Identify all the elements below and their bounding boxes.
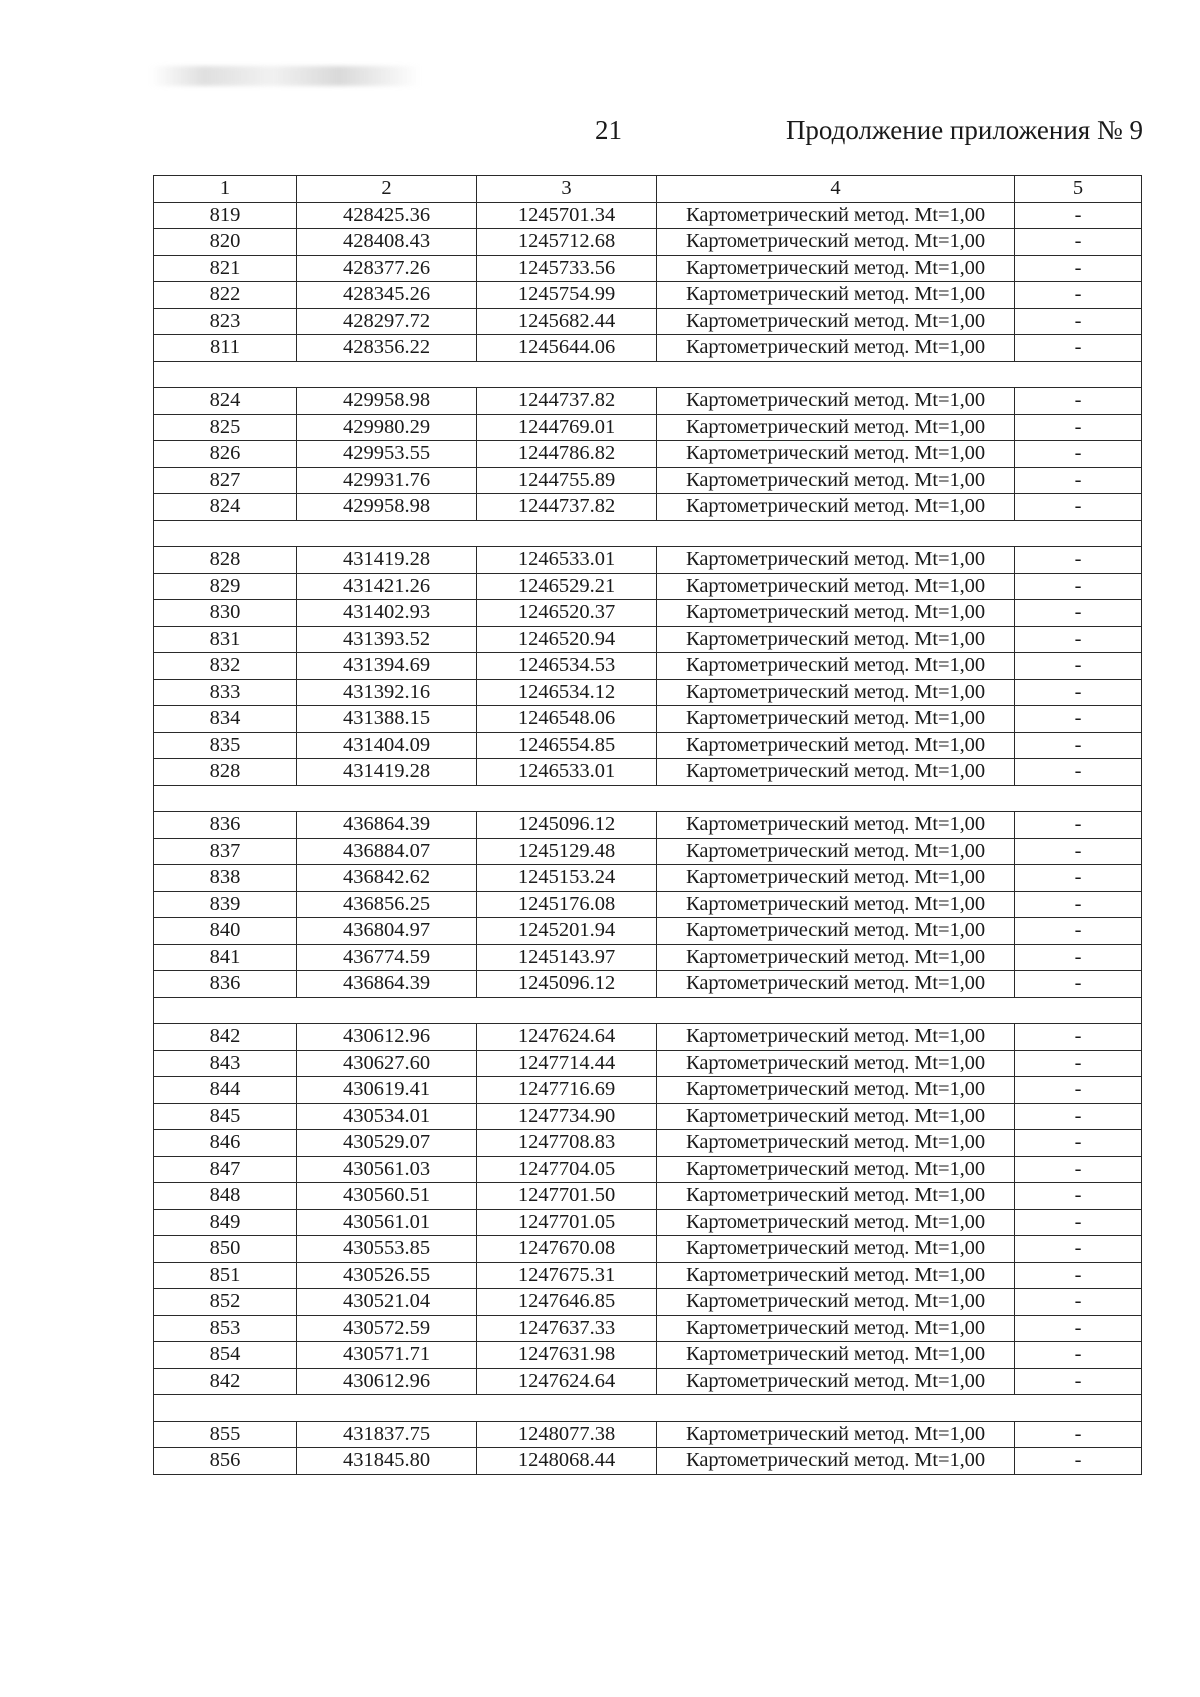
table-row [154, 1103, 1142, 1130]
method-cell: Картометрический метод. Mt=1,00 [657, 388, 1015, 415]
x-coordinate-cell: 429953.55 [297, 441, 477, 468]
table-row [154, 282, 1142, 309]
table-row [154, 255, 1142, 282]
method-cell: Картометрический метод. Mt=1,00 [657, 944, 1015, 971]
y-coordinate-cell: 1245096.12 [477, 812, 657, 839]
note-cell: - [1015, 706, 1142, 733]
x-coordinate-cell: 431393.52 [297, 626, 477, 653]
y-coordinate-cell: 1247701.50 [477, 1183, 657, 1210]
method-cell: Картометрический метод. Mt=1,00 [657, 573, 1015, 600]
separator-cell [154, 997, 1142, 1024]
note-cell: - [1015, 1262, 1142, 1289]
table-row [154, 414, 1142, 441]
table-row [154, 838, 1142, 865]
point-number-cell: 839 [154, 891, 297, 918]
x-coordinate-cell: 430571.71 [297, 1342, 477, 1369]
x-coordinate-cell: 436842.62 [297, 865, 477, 892]
y-coordinate-cell: 1247675.31 [477, 1262, 657, 1289]
x-coordinate-cell: 436804.97 [297, 918, 477, 945]
y-coordinate-cell: 1246533.01 [477, 759, 657, 786]
point-number-cell: 822 [154, 282, 297, 309]
table-row [154, 865, 1142, 892]
table-row [154, 573, 1142, 600]
note-cell: - [1015, 388, 1142, 415]
x-coordinate-cell: 431388.15 [297, 706, 477, 733]
y-coordinate-cell: 1247646.85 [477, 1289, 657, 1316]
note-cell: - [1015, 891, 1142, 918]
method-cell: Картометрический метод. Mt=1,00 [657, 282, 1015, 309]
point-number-cell: 845 [154, 1103, 297, 1130]
method-cell: Картометрический метод. Mt=1,00 [657, 335, 1015, 362]
y-coordinate-cell: 1244737.82 [477, 388, 657, 415]
point-number-cell: 811 [154, 335, 297, 362]
point-number-cell: 824 [154, 388, 297, 415]
x-coordinate-cell: 428297.72 [297, 308, 477, 335]
column-header: 5 [1015, 176, 1142, 203]
note-cell: - [1015, 414, 1142, 441]
point-number-cell: 821 [154, 255, 297, 282]
point-number-cell: 828 [154, 547, 297, 574]
x-coordinate-cell: 430534.01 [297, 1103, 477, 1130]
y-coordinate-cell: 1247631.98 [477, 1342, 657, 1369]
y-coordinate-cell: 1245176.08 [477, 891, 657, 918]
point-number-cell: 823 [154, 308, 297, 335]
note-cell: - [1015, 1421, 1142, 1448]
y-coordinate-cell: 1246534.12 [477, 679, 657, 706]
x-coordinate-cell: 436864.39 [297, 812, 477, 839]
y-coordinate-cell: 1245153.24 [477, 865, 657, 892]
note-cell: - [1015, 1156, 1142, 1183]
table-row [154, 335, 1142, 362]
method-cell: Картометрический метод. Mt=1,00 [657, 732, 1015, 759]
method-cell: Картометрический метод. Mt=1,00 [657, 759, 1015, 786]
table-row [154, 944, 1142, 971]
note-cell: - [1015, 838, 1142, 865]
x-coordinate-cell: 428345.26 [297, 282, 477, 309]
method-cell: Картометрический метод. Mt=1,00 [657, 1077, 1015, 1104]
point-number-cell: 833 [154, 679, 297, 706]
table-row [154, 653, 1142, 680]
y-coordinate-cell: 1245701.34 [477, 202, 657, 229]
point-number-cell: 824 [154, 494, 297, 521]
table-row [154, 1077, 1142, 1104]
method-cell: Картометрический метод. Mt=1,00 [657, 441, 1015, 468]
note-cell: - [1015, 494, 1142, 521]
separator-cell [154, 520, 1142, 547]
column-header: 2 [297, 176, 477, 203]
y-coordinate-cell: 1247704.05 [477, 1156, 657, 1183]
note-cell: - [1015, 1448, 1142, 1475]
point-number-cell: 852 [154, 1289, 297, 1316]
table-row [154, 679, 1142, 706]
table-row [154, 494, 1142, 521]
y-coordinate-cell: 1244786.82 [477, 441, 657, 468]
table-row [154, 732, 1142, 759]
method-cell: Картометрический метод. Mt=1,00 [657, 1183, 1015, 1210]
point-number-cell: 836 [154, 971, 297, 998]
point-number-cell: 831 [154, 626, 297, 653]
x-coordinate-cell: 431845.80 [297, 1448, 477, 1475]
point-number-cell: 840 [154, 918, 297, 945]
table-row [154, 626, 1142, 653]
method-cell: Картометрический метод. Mt=1,00 [657, 1448, 1015, 1475]
x-coordinate-cell: 429958.98 [297, 388, 477, 415]
x-coordinate-cell: 430521.04 [297, 1289, 477, 1316]
note-cell: - [1015, 971, 1142, 998]
table-row [154, 1315, 1142, 1342]
table-row [154, 1368, 1142, 1395]
point-number-cell: 856 [154, 1448, 297, 1475]
point-number-cell: 834 [154, 706, 297, 733]
method-cell: Картометрический метод. Mt=1,00 [657, 414, 1015, 441]
y-coordinate-cell: 1245733.56 [477, 255, 657, 282]
note-cell: - [1015, 1183, 1142, 1210]
scan-artifact [150, 66, 420, 86]
table-row [154, 1421, 1142, 1448]
note-cell: - [1015, 282, 1142, 309]
note-cell: - [1015, 1315, 1142, 1342]
method-cell: Картометрический метод. Mt=1,00 [657, 1103, 1015, 1130]
note-cell: - [1015, 441, 1142, 468]
method-cell: Картометрический метод. Mt=1,00 [657, 467, 1015, 494]
y-coordinate-cell: 1245096.12 [477, 971, 657, 998]
method-cell: Картометрический метод. Mt=1,00 [657, 494, 1015, 521]
note-cell: - [1015, 1130, 1142, 1157]
table-row [154, 441, 1142, 468]
point-number-cell: 850 [154, 1236, 297, 1263]
y-coordinate-cell: 1247637.33 [477, 1315, 657, 1342]
note-cell: - [1015, 1289, 1142, 1316]
note-cell: - [1015, 759, 1142, 786]
note-cell: - [1015, 626, 1142, 653]
y-coordinate-cell: 1246534.53 [477, 653, 657, 680]
table-header [154, 176, 1142, 203]
method-cell: Картометрический метод. Mt=1,00 [657, 971, 1015, 998]
y-coordinate-cell: 1246533.01 [477, 547, 657, 574]
y-coordinate-cell: 1247624.64 [477, 1024, 657, 1051]
method-cell: Картометрический метод. Mt=1,00 [657, 679, 1015, 706]
note-cell: - [1015, 600, 1142, 627]
x-coordinate-cell: 428408.43 [297, 229, 477, 256]
x-coordinate-cell: 431419.28 [297, 759, 477, 786]
point-number-cell: 854 [154, 1342, 297, 1369]
method-cell: Картометрический метод. Mt=1,00 [657, 626, 1015, 653]
table-row [154, 1050, 1142, 1077]
table-row [154, 1236, 1142, 1263]
point-number-cell: 838 [154, 865, 297, 892]
y-coordinate-cell: 1245143.97 [477, 944, 657, 971]
method-cell: Картометрический метод. Mt=1,00 [657, 812, 1015, 839]
x-coordinate-cell: 428377.26 [297, 255, 477, 282]
point-number-cell: 853 [154, 1315, 297, 1342]
y-coordinate-cell: 1244769.01 [477, 414, 657, 441]
x-coordinate-cell: 436856.25 [297, 891, 477, 918]
method-cell: Картометрический метод. Mt=1,00 [657, 838, 1015, 865]
group-separator-row [154, 785, 1142, 812]
x-coordinate-cell: 430529.07 [297, 1130, 477, 1157]
group-separator-row [154, 1395, 1142, 1422]
y-coordinate-cell: 1245682.44 [477, 308, 657, 335]
table-row [154, 1183, 1142, 1210]
x-coordinate-cell: 429958.98 [297, 494, 477, 521]
note-cell: - [1015, 653, 1142, 680]
point-number-cell: 843 [154, 1050, 297, 1077]
y-coordinate-cell: 1246520.94 [477, 626, 657, 653]
y-coordinate-cell: 1246554.85 [477, 732, 657, 759]
note-cell: - [1015, 865, 1142, 892]
table-row [154, 812, 1142, 839]
point-number-cell: 837 [154, 838, 297, 865]
x-coordinate-cell: 431402.93 [297, 600, 477, 627]
method-cell: Картометрический метод. Mt=1,00 [657, 1421, 1015, 1448]
note-cell: - [1015, 732, 1142, 759]
y-coordinate-cell: 1245129.48 [477, 838, 657, 865]
separator-cell [154, 785, 1142, 812]
y-coordinate-cell: 1248077.38 [477, 1421, 657, 1448]
method-cell: Картометрический метод. Mt=1,00 [657, 1236, 1015, 1263]
table-row [154, 1448, 1142, 1475]
table-row [154, 1209, 1142, 1236]
column-header: 1 [154, 176, 297, 203]
note-cell: - [1015, 1368, 1142, 1395]
method-cell: Картометрический метод. Mt=1,00 [657, 1289, 1015, 1316]
table-row [154, 971, 1142, 998]
table-row [154, 891, 1142, 918]
method-cell: Картометрический метод. Mt=1,00 [657, 653, 1015, 680]
point-number-cell: 830 [154, 600, 297, 627]
table-row [154, 600, 1142, 627]
page-heading: Продолжение приложения № 9 [785, 115, 1143, 145]
x-coordinate-cell: 430553.85 [297, 1236, 477, 1263]
note-cell: - [1015, 335, 1142, 362]
note-cell: - [1015, 1209, 1142, 1236]
y-coordinate-cell: 1247701.05 [477, 1209, 657, 1236]
point-number-cell: 847 [154, 1156, 297, 1183]
group-separator-row [154, 361, 1142, 388]
table-row [154, 1156, 1142, 1183]
x-coordinate-cell: 428356.22 [297, 335, 477, 362]
note-cell: - [1015, 1342, 1142, 1369]
note-cell: - [1015, 1236, 1142, 1263]
note-cell: - [1015, 1077, 1142, 1104]
method-cell: Картометрический метод. Mt=1,00 [657, 1130, 1015, 1157]
table-row [154, 1024, 1142, 1051]
x-coordinate-cell: 430612.96 [297, 1024, 477, 1051]
note-cell: - [1015, 1103, 1142, 1130]
y-coordinate-cell: 1244755.89 [477, 467, 657, 494]
group-separator-row [154, 997, 1142, 1024]
note-cell: - [1015, 1050, 1142, 1077]
x-coordinate-cell: 429980.29 [297, 414, 477, 441]
method-cell: Картометрический метод. Mt=1,00 [657, 891, 1015, 918]
y-coordinate-cell: 1247624.64 [477, 1368, 657, 1395]
coordinates-table [153, 175, 1142, 1475]
point-number-cell: 827 [154, 467, 297, 494]
y-coordinate-cell: 1245644.06 [477, 335, 657, 362]
point-number-cell: 855 [154, 1421, 297, 1448]
y-coordinate-cell: 1246529.21 [477, 573, 657, 600]
table-row [154, 1130, 1142, 1157]
point-number-cell: 829 [154, 573, 297, 600]
table-row [154, 467, 1142, 494]
x-coordinate-cell: 430612.96 [297, 1368, 477, 1395]
x-coordinate-cell: 436864.39 [297, 971, 477, 998]
note-cell: - [1015, 547, 1142, 574]
point-number-cell: 832 [154, 653, 297, 680]
method-cell: Картометрический метод. Mt=1,00 [657, 1368, 1015, 1395]
table-row [154, 1262, 1142, 1289]
point-number-cell: 836 [154, 812, 297, 839]
y-coordinate-cell: 1244737.82 [477, 494, 657, 521]
note-cell: - [1015, 918, 1142, 945]
column-header: 4 [657, 176, 1015, 203]
point-number-cell: 846 [154, 1130, 297, 1157]
method-cell: Картометрический метод. Mt=1,00 [657, 229, 1015, 256]
method-cell: Картометрический метод. Mt=1,00 [657, 600, 1015, 627]
method-cell: Картометрический метод. Mt=1,00 [657, 865, 1015, 892]
point-number-cell: 825 [154, 414, 297, 441]
table-row [154, 308, 1142, 335]
x-coordinate-cell: 430561.03 [297, 1156, 477, 1183]
table-row [154, 706, 1142, 733]
point-number-cell: 826 [154, 441, 297, 468]
point-number-cell: 819 [154, 202, 297, 229]
page-number: 21 [595, 115, 622, 145]
x-coordinate-cell: 431837.75 [297, 1421, 477, 1448]
method-cell: Картометрический метод. Mt=1,00 [657, 1024, 1015, 1051]
x-coordinate-cell: 430627.60 [297, 1050, 477, 1077]
table-row [154, 229, 1142, 256]
method-cell: Картометрический метод. Mt=1,00 [657, 918, 1015, 945]
point-number-cell: 848 [154, 1183, 297, 1210]
separator-cell [154, 1395, 1142, 1422]
x-coordinate-cell: 428425.36 [297, 202, 477, 229]
method-cell: Картометрический метод. Mt=1,00 [657, 706, 1015, 733]
point-number-cell: 820 [154, 229, 297, 256]
x-coordinate-cell: 436884.07 [297, 838, 477, 865]
note-cell: - [1015, 229, 1142, 256]
x-coordinate-cell: 430561.01 [297, 1209, 477, 1236]
point-number-cell: 849 [154, 1209, 297, 1236]
note-cell: - [1015, 467, 1142, 494]
header-row [154, 176, 1142, 203]
x-coordinate-cell: 431394.69 [297, 653, 477, 680]
point-number-cell: 835 [154, 732, 297, 759]
table-row [154, 547, 1142, 574]
table-body [154, 202, 1142, 1474]
x-coordinate-cell: 431392.16 [297, 679, 477, 706]
y-coordinate-cell: 1246520.37 [477, 600, 657, 627]
table-row [154, 388, 1142, 415]
point-number-cell: 851 [154, 1262, 297, 1289]
x-coordinate-cell: 436774.59 [297, 944, 477, 971]
note-cell: - [1015, 202, 1142, 229]
table-row [154, 1289, 1142, 1316]
point-number-cell: 841 [154, 944, 297, 971]
note-cell: - [1015, 944, 1142, 971]
y-coordinate-cell: 1247734.90 [477, 1103, 657, 1130]
table-row [154, 918, 1142, 945]
y-coordinate-cell: 1245712.68 [477, 229, 657, 256]
y-coordinate-cell: 1247716.69 [477, 1077, 657, 1104]
note-cell: - [1015, 679, 1142, 706]
y-coordinate-cell: 1245754.99 [477, 282, 657, 309]
method-cell: Картометрический метод. Mt=1,00 [657, 1315, 1015, 1342]
method-cell: Картометрический метод. Mt=1,00 [657, 255, 1015, 282]
table-row [154, 1342, 1142, 1369]
note-cell: - [1015, 1024, 1142, 1051]
method-cell: Картометрический метод. Mt=1,00 [657, 1050, 1015, 1077]
x-coordinate-cell: 429931.76 [297, 467, 477, 494]
x-coordinate-cell: 430526.55 [297, 1262, 477, 1289]
note-cell: - [1015, 573, 1142, 600]
note-cell: - [1015, 812, 1142, 839]
y-coordinate-cell: 1247708.83 [477, 1130, 657, 1157]
method-cell: Картометрический метод. Mt=1,00 [657, 1209, 1015, 1236]
method-cell: Картометрический метод. Mt=1,00 [657, 308, 1015, 335]
y-coordinate-cell: 1247714.44 [477, 1050, 657, 1077]
x-coordinate-cell: 430572.59 [297, 1315, 477, 1342]
x-coordinate-cell: 431419.28 [297, 547, 477, 574]
y-coordinate-cell: 1245201.94 [477, 918, 657, 945]
y-coordinate-cell: 1248068.44 [477, 1448, 657, 1475]
x-coordinate-cell: 430560.51 [297, 1183, 477, 1210]
x-coordinate-cell: 431421.26 [297, 573, 477, 600]
point-number-cell: 828 [154, 759, 297, 786]
table-row [154, 202, 1142, 229]
method-cell: Картометрический метод. Mt=1,00 [657, 1156, 1015, 1183]
note-cell: - [1015, 308, 1142, 335]
point-number-cell: 844 [154, 1077, 297, 1104]
y-coordinate-cell: 1247670.08 [477, 1236, 657, 1263]
point-number-cell: 842 [154, 1368, 297, 1395]
y-coordinate-cell: 1246548.06 [477, 706, 657, 733]
method-cell: Картометрический метод. Mt=1,00 [657, 1262, 1015, 1289]
column-header: 3 [477, 176, 657, 203]
table-row [154, 759, 1142, 786]
method-cell: Картометрический метод. Mt=1,00 [657, 547, 1015, 574]
method-cell: Картометрический метод. Mt=1,00 [657, 1342, 1015, 1369]
x-coordinate-cell: 431404.09 [297, 732, 477, 759]
method-cell: Картометрический метод. Mt=1,00 [657, 202, 1015, 229]
group-separator-row [154, 520, 1142, 547]
x-coordinate-cell: 430619.41 [297, 1077, 477, 1104]
separator-cell [154, 361, 1142, 388]
point-number-cell: 842 [154, 1024, 297, 1051]
note-cell: - [1015, 255, 1142, 282]
